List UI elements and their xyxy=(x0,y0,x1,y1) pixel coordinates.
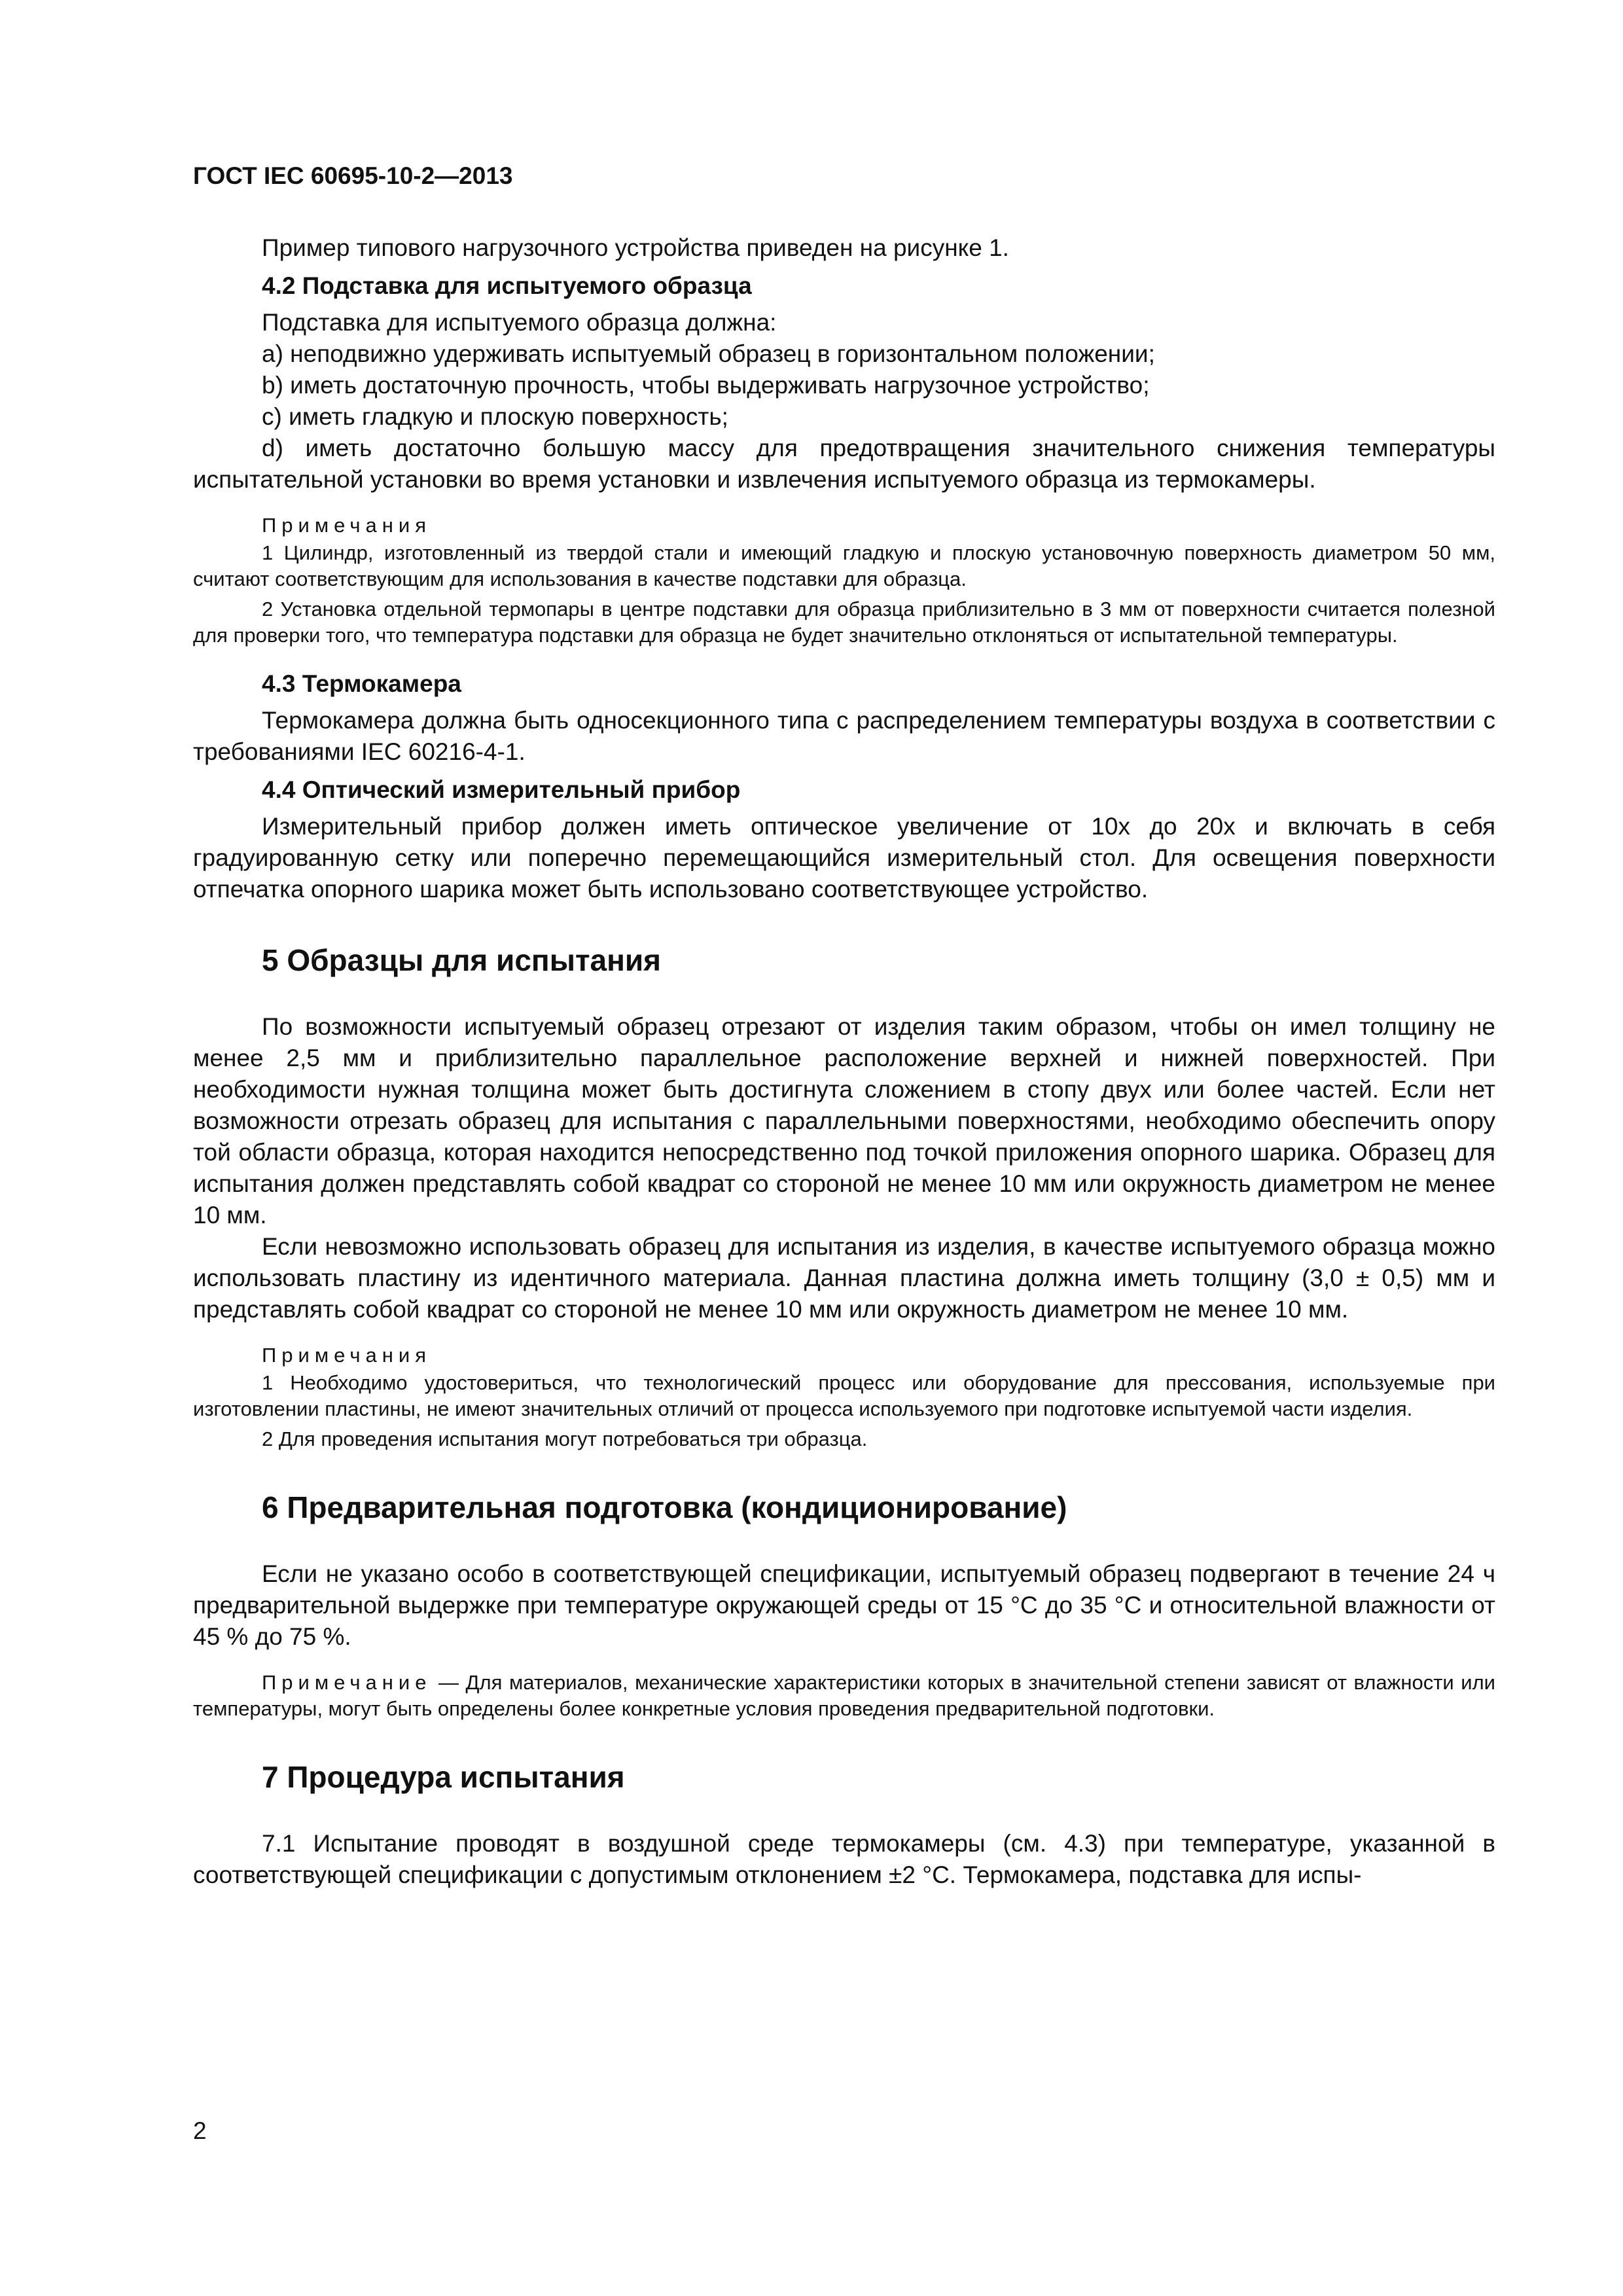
document-body xyxy=(193,232,1495,1891)
notes-title-4-2: Примечания xyxy=(262,514,431,537)
note-6-text: — Для материалов, механические характеристики которых в значительной степени зависят от влажности или температуры, могут быть определены более конкретные условия проведения предварительной подготовки. xyxy=(193,1671,1495,1720)
note-5-1: 1 Необходимо удостовериться, что технологический процесс или оборудование для прессования, используемые при изготовлении пластины, не имеют значительных отличий от процесса используемого при подготовке испытуемой части изделия. xyxy=(193,1371,1495,1420)
note-4-2-2: 2 Установка отдельной термопары в центре подставки для образца приблизительно в 3 мм от поверхности считается полезной для проверки того, что температура подставки для образца не будет значительно отклоняться от испытательной температуры. xyxy=(193,598,1495,647)
page-number: 2 xyxy=(193,2117,207,2144)
section-4-3-text: Термокамера должна быть односекционного типа с распределением температуры воздуха в соответствии с требованиями IEC 60216-4-1. xyxy=(193,707,1495,765)
intro-paragraph: Пример типового нагрузочного устройства приведен на рисунке 1. xyxy=(262,234,1009,261)
section-6-paragraph-1: Если не указано особо в соответствующей спецификации, испытуемый образец подвергают в течение 24 ч предварительной выдержке при температуре окружающей среды от 15 °С до 35 °С и относительной влажности от 45 % до 75 %. xyxy=(193,1560,1495,1650)
section-6-title: 6 Предварительная подготовка (кондиционирование) xyxy=(262,1490,1067,1524)
section-5-title: 5 Образцы для испытания xyxy=(262,943,661,977)
section-4-3-title: 4.3 Термокамера xyxy=(262,670,461,697)
document-header: ГОСТ IEC 60695-10-2—2013 xyxy=(193,162,513,189)
note-6 xyxy=(193,1670,1495,1722)
section-4-2-title: 4.2 Подставка для испытуемого образца xyxy=(262,272,752,299)
section-7-title: 7 Процедура испытания xyxy=(262,1760,625,1794)
list-item-a: a) неподвижно удерживать испытуемый образец в горизонтальном положении; xyxy=(262,340,1155,367)
note-4-2-1: 1 Цилиндр, изготовленный из твердой стали и имеющий гладкую и плоскую установочную поверхность диаметром 50 мм, считают соответствующим для использования в качестве подставки для образца. xyxy=(193,541,1495,590)
notes-title-5: Примечания xyxy=(262,1344,431,1367)
list-item-b: b) иметь достаточную прочность, чтобы выдерживать нагрузочное устройство; xyxy=(262,372,1150,399)
list-item-d: d) иметь достаточно большую массу для предотвращения значительного снижения температуры испытательной установки во время установки и извлечения испытуемого образца из термокамеры. xyxy=(193,435,1495,493)
note-6-label: Примечание xyxy=(262,1671,432,1694)
section-7-paragraph-1: 7.1 Испытание проводят в воздушной среде термокамеры (см. 4.3) при температуре, указанной в соответствующей спецификации с допустимым отклонением ±2 °С. Термокамера, подставка для испы- xyxy=(193,1830,1495,1888)
section-4-4-text: Измерительный прибор должен иметь оптическое увеличение от 10х до 20х и включать в себя градуированную сетку или поперечно перемещающийся измерительный стол. Для освещения поверхности отпечатка опорного шарика может быть использовано соответствующее устройство. xyxy=(193,813,1495,903)
section-4-4-title: 4.4 Оптический измерительный прибор xyxy=(262,776,741,803)
list-item-c: c) иметь гладкую и плоскую поверхность; xyxy=(262,403,728,430)
section-5-paragraph-1: По возможности испытуемый образец отрезают от изделия таким образом, чтобы он имел толщину не менее 2,5 мм и приблизительно параллельное расположение верхней и нижней поверхностей. При необходимости нужная толщина может быть достигнута сложением в стопу двух или более частей. Если нет возможности отрезать образец для испытания с параллельными поверхностями, необходимо обеспечить опору той области образца, которая находится непосредственно под точкой приложения опорного шарика. Образец для испытания должен представлять собой квадрат со стороной не менее 10 мм или окружность диаметром не менее 10 мм. xyxy=(193,1013,1495,1229)
section-4-2-lead: Подставка для испытуемого образца должна: xyxy=(262,309,777,336)
section-5-paragraph-2: Если невозможно использовать образец для испытания из изделия, в качестве испытуемого образца можно использовать пластину из идентичного материала. Данная пластина должна иметь толщину (3,0 ± 0,5) мм и представлять собой квадрат со стороной не менее 10 мм или окружность диаметром не менее 10 мм. xyxy=(193,1233,1495,1323)
note-5-2: 2 Для проведения испытания могут потребоваться три образца. xyxy=(262,1427,868,1450)
